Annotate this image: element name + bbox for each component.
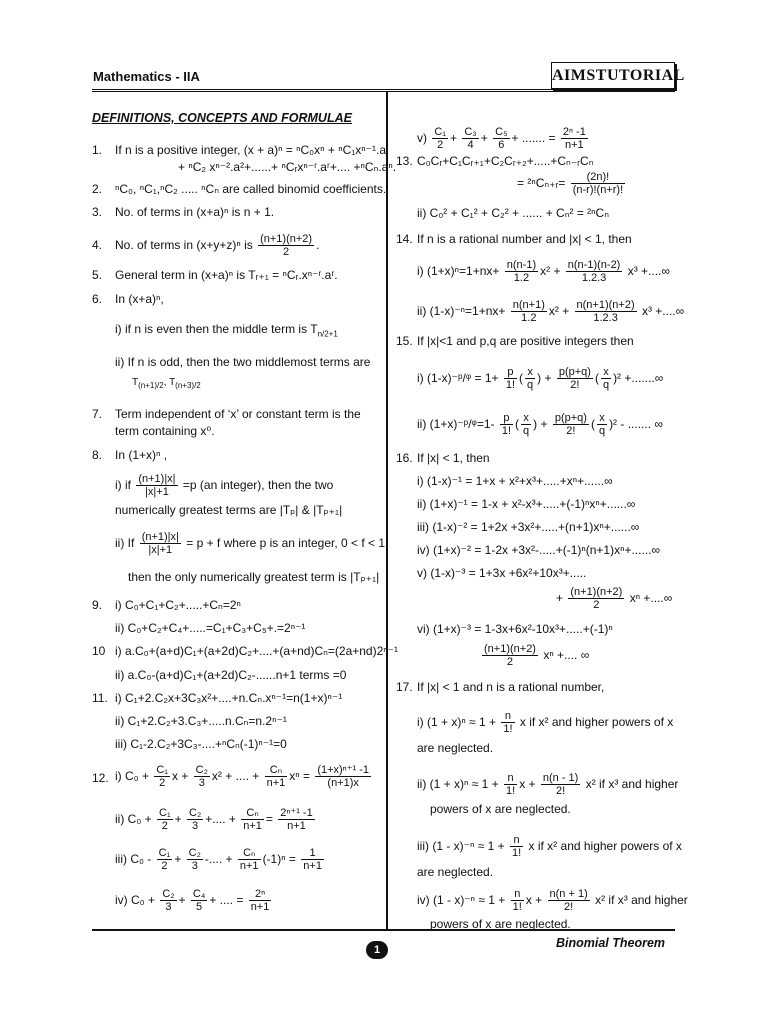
formula-line: ii) (1-x)⁻ⁿ=1+nx+ $\frac{n(n+1)}{1.2}$ x² + $\frac{n(n+1)(n+2)}{1.2.3}$ x³ +....∞ [417,299,685,325]
formula-line: iv) (1+x)⁻² = 1-2x +3x²-.....+(-1)ⁿ(n+1)xⁿ+......∞ [417,543,661,557]
formula-line: i) C₀+C₁+C₂+.....+Cₙ=2ⁿ [115,598,241,612]
formula-line: i) (1-x)⁻ᵖ/ᵠ = 1+ $\frac{p}{1!}$ ( $\frac{x}{q}$ ) + $\frac{p(p+q)}{2!}$ ( $\frac{x}{q}$ )² +.......∞ [417,366,664,392]
fraction [258,233,314,258]
item-number: 17. [396,680,413,694]
item-number: 13. [396,154,413,168]
formula-line: are neglected. [417,865,494,879]
numerator: (n+1)|x| [138,473,176,486]
formula-line: vi) (1+x)⁻³ = 1-3x+6x²-10x³+.....+(-1)ⁿ [417,622,613,636]
formula-line [480,640,589,670]
subject-title: Mathematics - IIA [93,69,200,84]
fraction [249,888,272,913]
formula-text: = ²ⁿCₙ₊ᵣ= [517,176,566,190]
formula-line: iii) (1 - x)⁻ⁿ ≈ 1 + $\frac{n}{1!}$ x if x² and higher powers of x [417,834,682,860]
numerator: (1+x)ⁿ⁺¹ -1 [317,764,369,777]
item-number: 15. [396,334,413,348]
formula-line: ⁿC₀, ⁿC₁,ⁿC₂ ..... ⁿCₙ are called binomid coefficients. [115,182,387,196]
formula-line: iii) C₀ - $\frac{\text{C₁}}{2}$ + $\frac{\text{C₂}}{3}$ -.... + $\frac{\text{Cₙ}}{n+1}$ (-1)ⁿ = $\frac{1}{n+1}$ [115,847,322,873]
denominator: n+1 [565,139,584,152]
formula-text: + [556,591,564,605]
formula-text: i) C₀ + [115,769,149,783]
fraction [571,171,625,196]
formula-text: x if x² and higher powers of x [528,839,682,853]
formula-line: i) if n is even then the middle term is $T_{n/2+1}$ [115,322,338,339]
formula-text: i) (1 + x)ⁿ ≈ 1 + [417,715,496,729]
formula-text: i) (1+x)ⁿ=1+nx+ [417,264,500,278]
item-number: 5. [92,268,103,282]
formula-line: No. of terms in (x+a)ⁿ is n + 1. [115,205,275,219]
formula-line: powers of x are neglected. [430,917,571,931]
formula-line: iv) (1 - x)⁻ⁿ ≈ 1 + $\frac{n}{1!}$ x + $\frac{n(n + 1)}{2!}$ x² if x³ and higher [417,888,688,914]
fraction [561,126,588,151]
numerator: 2ⁿ⁺¹ -1 [280,807,313,820]
formula-text: v) [417,131,427,145]
item-number: 8. [92,448,103,462]
fraction [315,764,371,789]
formula-line: i) C₁+2.C₂x+3C₃x²+....+n.Cₙ.xⁿ⁻¹=n(1+x)ⁿ⁻¹ [115,691,343,705]
formula-line: + ⁿC₂ xⁿ⁻².a²+......+ ⁿCᵣxⁿ⁻ʳ.aʳ+.... +ⁿCₙ.aⁿ. [178,160,397,174]
formula-line: If |x|<1 and p,q are positive integers then [417,334,634,348]
fraction [568,586,624,611]
formula-line: i) (1+x)ⁿ=1+nx+ $\frac{n(n-1)}{1.2}$ x² + $\frac{n(n-1)(n-2)}{1.2.3}$ x³ +....∞ [417,259,670,285]
formula-text: i) if n is even then the middle term is [115,322,308,336]
formula-line: In (1+x)ⁿ , [115,448,168,462]
formula-line [517,168,627,198]
formula-line: ii) (1+x)⁻ᵖ/ᵠ=1- $\frac{p}{1!}$ ( $\frac{x}{q}$ ) + $\frac{p(p+q)}{2!}$ ( $\frac{x}{q}$ )² - ....... ∞ [417,412,663,438]
numerator: (2n)! [571,171,625,184]
formula-line: $T_{(n+1)/2}$, $T_{(n+3)/2}$ [132,377,201,390]
formula-line: If n is a rational number and |x| < 1, then [417,232,632,246]
formula-line: No. of terms in (x+y+z)ⁿ is $\frac{(n+1)(n+2)}{2}$ . [115,233,320,259]
formula-text: i) if [115,478,131,492]
column-divider [386,92,388,929]
formula-line: In (x+a)ⁿ, [115,292,164,306]
formula-line: C₀Cᵣ+C₁Cᵣ₊₁+C₂Cᵣ₊₂+.....+Cₙ₋ᵣCₙ [417,154,594,168]
formula-line: v) $\frac{\text{C₁}}{2}$ + $\frac{\text{C₃}}{4}$ + $\frac{\text{C₅}}{6}$ + ....... = $\frac{\text{2ⁿ -1}}{n+1}$ [417,126,586,152]
formula-text: x² if x³ and higher [595,893,688,907]
formula-text: =p (an integer), then the two [182,478,334,492]
formula-text: ii) C₀ + [115,812,152,826]
formula-line: i) (1 + x)ⁿ ≈ 1 + $\frac{n}{1!}$ x if x² and higher powers of x [417,710,674,736]
formula-line: term containing x⁰. [115,424,215,438]
formula-line: iv) C₀ + $\frac{\text{C₂}}{3}$ + $\frac{\text{C₄}}{5}$ + .... = $\frac{\text{2ⁿ}}{n+1}$ [115,888,270,914]
formula-text: No. of terms in (x+y+z)ⁿ is [115,238,253,252]
formula-line: If |x| < 1, then [417,451,490,465]
item-number: 14. [396,232,413,246]
formula-text: iv) (1 - x)⁻ⁿ ≈ 1 + [417,893,506,907]
denominator: |x|+1 [145,486,169,499]
formula-line [115,530,385,556]
denominator: n+1 [303,860,322,873]
formula-line: If |x| < 1 and n is a rational number, [417,680,605,694]
fraction [278,807,314,832]
numerator: 2ⁿ -1 [562,126,586,139]
formula-line: iii) (1-x)⁻² = 1+2x +3x²+.....+(n+1)xⁿ+......∞ [417,520,640,534]
numerator: 2ⁿ [249,888,272,901]
formula-text: ii) If [115,536,135,550]
fraction [140,531,181,556]
numerator: (n+1)(n+2) [260,233,313,246]
fraction [136,473,177,498]
fraction [301,847,324,872]
item-number: 10 [92,644,106,658]
formula-line: v) (1-x)⁻³ = 1+3x +6x²+10x³+..... [417,566,587,580]
formula-text: = p + f where p is an integer, 0 < f < 1 [186,536,386,550]
formula-line: Term independent of ‘x’ or constant term is the [115,407,361,421]
formula-text: ii) (1+x)⁻ᵖ/ᵠ=1- [417,417,495,431]
numerator: (n+1)(n+2) [484,643,536,656]
formula-text: T [310,322,318,336]
formula-line: If n is a positive integer, (x + a)ⁿ = ⁿC₀xⁿ + ⁿC₁xⁿ⁻¹.a [115,143,387,157]
formula-line: i) (1-x)⁻¹ = 1+x + x²+x³+.....+xⁿ+......∞ [417,474,613,488]
formula-text: xⁿ +....∞ [629,591,673,605]
item-number: 9. [92,598,103,612]
formula-line: then the only numerically greatest term is |Tₚ₊₁| [128,570,380,584]
fraction [482,643,538,668]
formula-text: x if x² and higher powers of x [519,715,674,729]
item-number: 12. [92,771,109,785]
formula-line: powers of x are neglected. [430,802,571,816]
formula-text: ii) (1-x)⁻ⁿ=1+nx+ [417,304,506,318]
denominator: n+1 [287,820,306,833]
footer-topic: Binomial Theorem [556,936,666,950]
denominator: |x|+1 [148,544,173,557]
page-number: 1 [366,941,388,959]
formula-line: ii) C₀ + $\frac{\text{C₁}}{2}$ + $\frac{\text{C₂}}{3}$ +.... + $\frac{\text{Cₙ}}{n+1}$ = $\frac{\text{2ⁿ⁺¹ -1}}{n+1}$ [115,807,313,833]
denominator: (n-r)!(n+r)! [572,184,624,197]
item-number: 2. [92,182,103,196]
formula-line: ii) C₁+2.C₂+3.C₃+.....n.Cₙ=n.2ⁿ⁻¹ [115,714,287,728]
formula-line: ii) If n is odd, then the two middlemost terms are [115,355,371,369]
formula-text: xⁿ +.... ∞ [543,648,590,662]
item-number: 11. [92,691,108,705]
formula-text: i) (1-x)⁻ᵖ/ᵠ = 1+ [417,371,499,385]
formula-text: iii) (1 - x)⁻ⁿ ≈ 1 + [417,839,505,853]
formula-line: ii) C₀+C₂+C₄+.....=C₁+C₃+C₅+.=2ⁿ⁻¹ [115,621,306,635]
item-number: 6. [92,292,103,306]
formula-line [115,472,333,498]
formula-text: ii) (1 + x)ⁿ ≈ 1 + [417,777,499,791]
denominator: 2 [506,656,514,669]
formula-line: ii) C₀² + C₁² + C₂² + ...... + Cₙ² = ²ⁿCₙ [417,206,609,220]
formula-text: +.......∞ [624,371,664,385]
formula-line: General term in (x+a)ⁿ is Tᵣ₊₁ = ⁿCᵣ.xⁿ⁻ʳ.aʳ. [115,268,338,282]
formula-line: i) C₀ + $\frac{\text{C₁}}{2}$ x + $\frac{\text{C₂}}{3}$ x² + .... + $\frac{\text{Cₙ}}{n+1}$ xⁿ = $\frac{\text{(1+x)ⁿ⁺¹ -1}}{(n+1)x}$ [115,764,369,790]
denominator: 2 [283,246,290,259]
numerator: (n+1)|x| [141,531,179,544]
formula-line: ii) a.C₀-(a+d)C₁+(a+2d)C₂-......n+1 terms =0 [115,668,347,682]
formula-text: x³ +....∞ [641,304,685,318]
bottom-rule [92,929,675,931]
denominator: n+1 [250,901,270,914]
formula-line: numerically greatest terms are |Tₚ| & |Tₚ₊₁| [115,503,343,517]
formula-line: are neglected. [417,741,494,755]
numerator: 1 [301,847,324,860]
item-number: 3. [92,205,103,219]
formula-text: x² if x³ and higher [585,777,679,791]
formula-text: iv) C₀ + [115,893,155,907]
formula-line: iii) C₁-2.C₂+3C₃-....+ⁿCₙ(-1)ⁿ⁻¹=0 [115,737,287,751]
item-number: 1. [92,143,103,157]
item-number: 7. [92,407,103,421]
top-rule [92,89,675,92]
denominator: (n+1)x [327,777,359,790]
formula-text: iii) C₀ - [115,852,152,866]
item-number: 16. [396,451,413,465]
formula-text: x³ +....∞ [627,264,670,278]
formula-text: - ....... ∞ [620,417,663,431]
formula-line: ii) (1+x)⁻¹ = 1-x + x²-x³+.....+(-1)ⁿxⁿ+......∞ [417,497,636,511]
section-title: DEFINITIONS, CONCEPTS AND FORMULAE [92,111,352,125]
formula-line: ii) (1 + x)ⁿ ≈ 1 + $\frac{n}{1!}$ x + $\frac{n(n - 1)}{2!}$ x² if x³ and higher [417,772,679,798]
denominator: 2 [593,599,600,612]
brand-box: AIMSTUTORIAL [551,62,675,89]
formula-line [556,584,672,612]
formula-line: i) a.C₀+(a+d)C₁+(a+2d)C₂+....+(a+nd)Cₙ=(2a+nd)2ⁿ⁻¹ [115,644,398,658]
numerator: (n+1)(n+2) [570,586,623,599]
item-number: 4. [92,238,103,252]
